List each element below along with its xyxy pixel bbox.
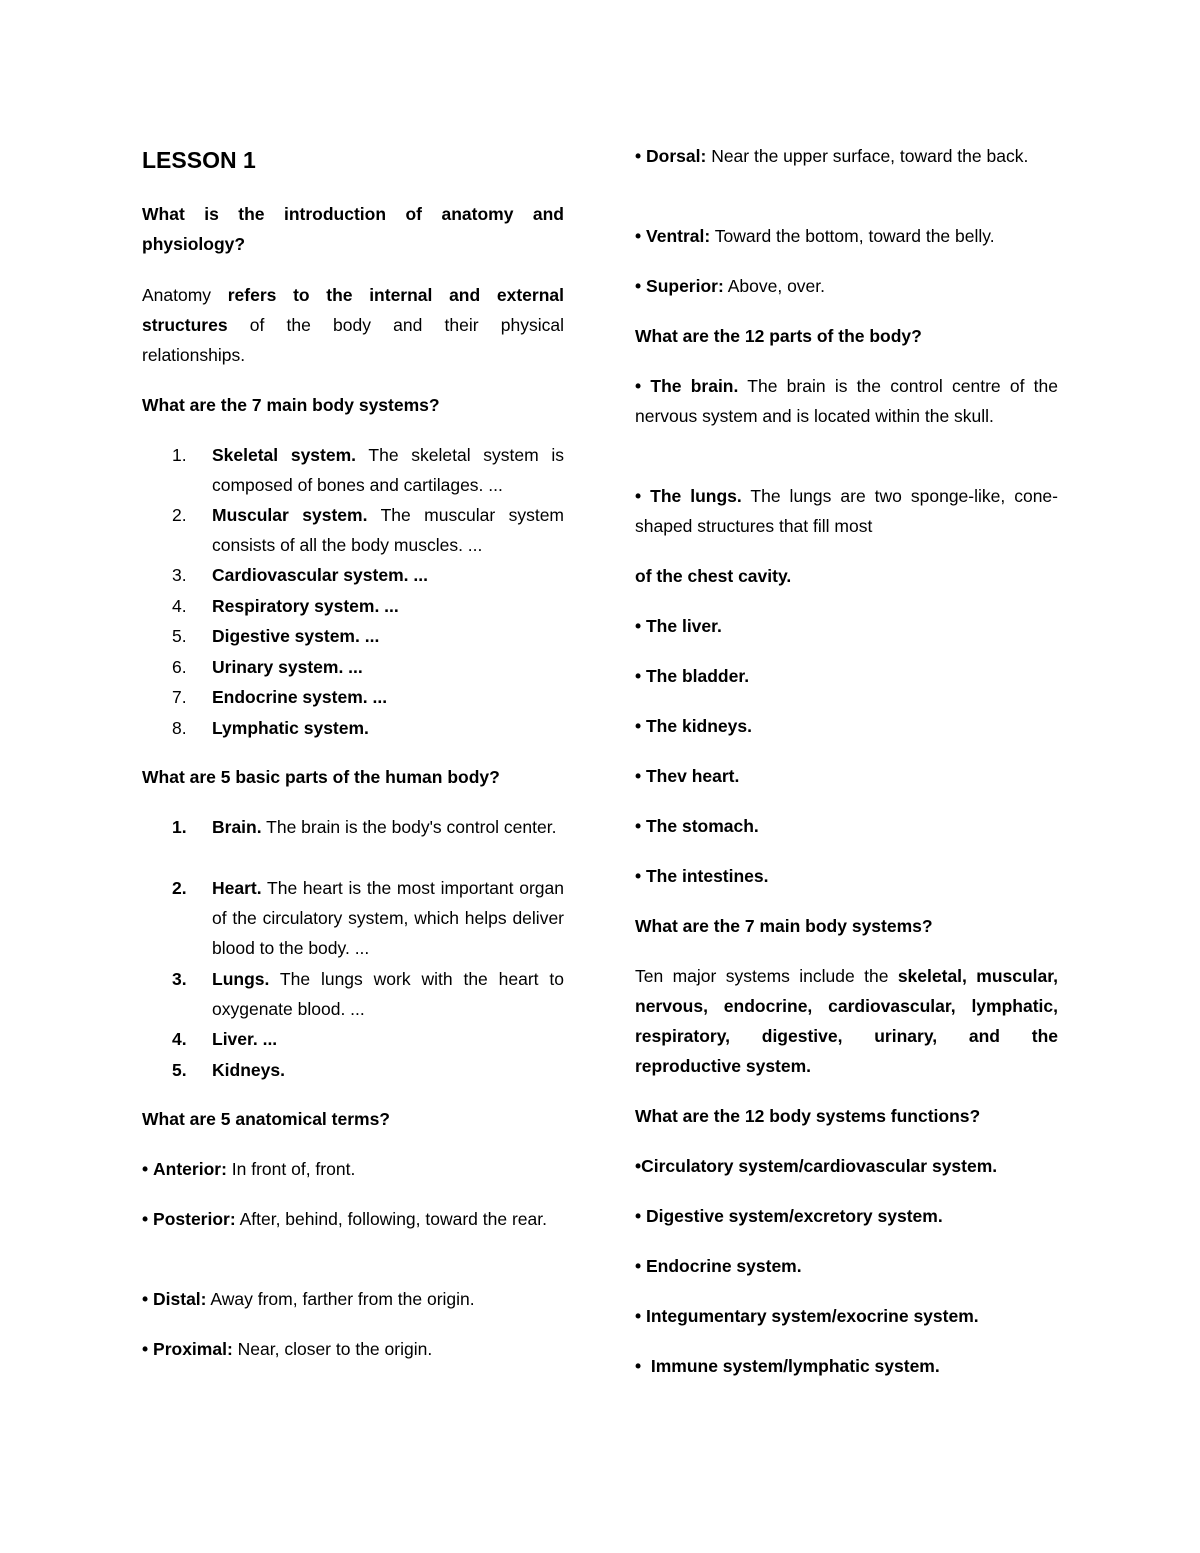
bullet: • (142, 1289, 149, 1309)
list-item (142, 964, 564, 1024)
list-term: Cardiovascular system. ... (212, 565, 428, 585)
list-term: Digestive system. ... (212, 626, 380, 646)
list-term: Brain. (212, 817, 262, 837)
list-number: 3. (172, 565, 187, 585)
term-label: Proximal: (153, 1339, 233, 1359)
list-desc: The lungs work with the heart to oxygenate blood. ... (212, 969, 565, 1019)
list-number: 6. (172, 657, 187, 677)
list-term: Urinary system. ... (212, 657, 363, 677)
term-desc: Near the upper surface, toward the back. (711, 146, 1029, 166)
list-term: Kidneys. (212, 1060, 285, 1080)
term-desc: Away from, farther from the origin. (210, 1289, 475, 1309)
term-label: The lungs. (650, 486, 742, 506)
term-desc: Above, over. (727, 276, 826, 296)
term-desc: After, behind, following, toward the rear. (239, 1209, 547, 1229)
bullet: • (635, 146, 642, 166)
function-item: • Endocrine system. (635, 1256, 802, 1276)
term-label: The brain. (650, 376, 739, 396)
bullet: • (635, 376, 642, 396)
list-number: 4. (172, 596, 187, 616)
term-item (142, 1284, 564, 1314)
list-term: Lungs. (212, 969, 270, 989)
list-number: 3. (172, 969, 187, 989)
question-systems: What are the 7 main body systems? (142, 395, 440, 415)
function-item: • Immune system/lymphatic system. (635, 1356, 940, 1376)
function-item: • Integumentary system/exocrine system. (635, 1306, 979, 1326)
term-label: Distal: (153, 1289, 207, 1309)
list-number: 4. (172, 1029, 187, 1049)
organ-item: • The liver. (635, 616, 722, 636)
lungs-paragraph (635, 481, 1058, 541)
list-number: 8. (172, 718, 187, 738)
list-term: Skeletal system. (212, 445, 357, 465)
brain-paragraph (635, 371, 1058, 431)
list-item (142, 873, 564, 963)
anatomy-bold: refers to the internal and external structures (142, 285, 564, 335)
term-item (142, 1204, 564, 1234)
list-desc: The heart is the most important organ of the circulatory system, which helps deliver blood to the body. ... (212, 878, 565, 958)
list-number: 2. (172, 878, 187, 898)
ten-systems-bold: skeletal, muscular, nervous, endocrine, cardiovascular, lymphatic, respiratory, digestive, urinary, and the reproductive system. (635, 966, 1058, 1076)
bullet: • (635, 486, 642, 506)
organ-item: • The bladder. (635, 666, 750, 686)
term-item (142, 1334, 564, 1364)
term-desc: The lungs are two sponge-like, cone-shaped structures that fill most (635, 486, 1058, 536)
bullet: • (142, 1209, 149, 1229)
ten-systems-paragraph (635, 961, 1058, 1081)
term-label: Anterior: (153, 1159, 227, 1179)
organ-item: • The intestines. (635, 866, 769, 886)
term-desc: Toward the bottom, toward the belly. (714, 226, 995, 246)
function-item: • Digestive system/excretory system. (635, 1206, 943, 1226)
bullet: • (142, 1159, 149, 1179)
term-label: Dorsal: (646, 146, 707, 166)
term-label: Superior: (646, 276, 724, 296)
list-item (142, 440, 564, 500)
list-desc: The brain is the body's control center. (266, 817, 557, 837)
term-item (142, 1154, 564, 1184)
term-desc: In front of, front. (231, 1159, 356, 1179)
list-term: Respiratory system. ... (212, 596, 399, 616)
term-label: Ventral: (646, 226, 711, 246)
term-label: Posterior: (153, 1209, 236, 1229)
anatomy-paragraph (142, 280, 564, 370)
anatomy-rest: of the body and their physical relationships. (142, 315, 564, 365)
list-item (142, 500, 564, 560)
list-number: 5. (172, 626, 187, 646)
question-functions: What are the 12 body systems functions? (635, 1106, 981, 1126)
question-intro: What is the introduction of anatomy and physiology? (142, 204, 564, 254)
list-number: 7. (172, 687, 187, 707)
anatomy-word: Anatomy (142, 285, 212, 305)
bullet: • (142, 1339, 149, 1359)
list-item (142, 812, 564, 872)
lungs-continuation: of the chest cavity. (635, 566, 792, 586)
bullet: • (635, 226, 642, 246)
ten-systems-text: Ten major systems include the (635, 966, 889, 986)
term-item (635, 221, 1058, 251)
lesson-title: LESSON 1 (142, 147, 256, 173)
term-item (635, 271, 1058, 301)
term-item (635, 141, 1058, 171)
organ-item: • The stomach. (635, 816, 759, 836)
list-term: Liver. ... (212, 1029, 278, 1049)
organ-item: • The kidneys. (635, 716, 752, 736)
list-term: Muscular system. (212, 505, 368, 525)
question-terms: What are 5 anatomical terms? (142, 1109, 390, 1129)
question-parts: What are 5 basic parts of the human body? (142, 767, 500, 787)
list-desc: The muscular system consists of all the body muscles. ... (212, 505, 565, 555)
function-item: •Circulatory system/cardiovascular system. (635, 1156, 998, 1176)
list-number: 1. (172, 817, 187, 837)
list-desc: The skeletal system is composed of bones and cartilages. ... (212, 445, 565, 495)
bullet: • (635, 276, 642, 296)
list-term: Lymphatic system. (212, 718, 369, 738)
list-term: Heart. (212, 878, 262, 898)
list-number: 5. (172, 1060, 187, 1080)
list-term: Endocrine system. ... (212, 687, 388, 707)
question-12-parts: What are the 12 parts of the body? (635, 326, 922, 346)
term-desc: Near, closer to the origin. (237, 1339, 433, 1359)
list-number: 2. (172, 505, 187, 525)
list-number: 1. (172, 445, 187, 465)
term-desc: The brain is the control centre of the nervous system and is located within the skull. (635, 376, 1059, 426)
organ-item: • Thev heart. (635, 766, 740, 786)
question-systems-2: What are the 7 main body systems? (635, 916, 933, 936)
